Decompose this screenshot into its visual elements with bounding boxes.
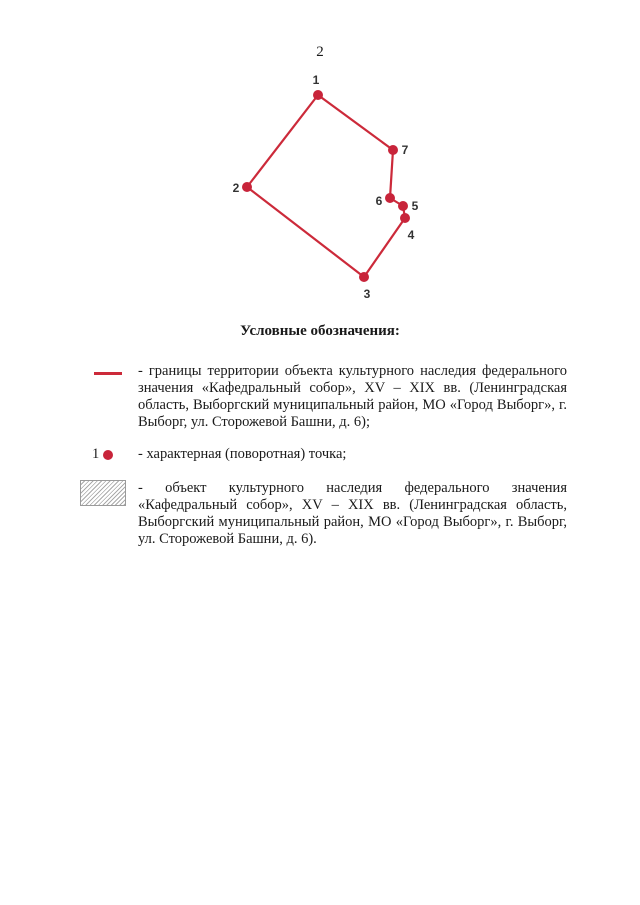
turning-point-4 xyxy=(400,213,410,223)
turning-point-label-7: 7 xyxy=(401,143,409,157)
territory-boundary-line xyxy=(247,95,405,277)
legend-text-boundary: - границы территории объекта культурного наследия федерального значения «Кафедральный собор», XV – XIX вв. (Ленинградская область, Выборгский муниципальный район, МО «Город Выборг», г. Выборг, ул. Сторожевой Башни, д. 6); xyxy=(138,363,567,430)
turning-point-label-4: 4 xyxy=(407,228,415,242)
legend-symbol-boundary xyxy=(80,363,128,393)
turning-point-2 xyxy=(242,182,252,192)
turning-point-label-3: 3 xyxy=(363,287,371,301)
turning-point-label-6: 6 xyxy=(375,194,383,208)
red-dot-icon xyxy=(103,450,113,460)
turning-point-3 xyxy=(359,272,369,282)
turning-point-7 xyxy=(388,145,398,155)
turning-point-label-2: 2 xyxy=(232,181,240,195)
legend-symbol-point xyxy=(80,446,128,476)
turning-point-1 xyxy=(313,90,323,100)
legend-text-point: - характерная (поворотная) точка; xyxy=(138,446,347,462)
point-symbol-label: 1 xyxy=(92,446,100,462)
turning-point-6 xyxy=(385,193,395,203)
page-number: 2 xyxy=(316,44,324,60)
legend-text-heritage-object: - объект культурного наследия федерального значения «Кафедральный собор», XV – XIX вв. (Ленинградская область, Выборгский муниципальный район, МО «Город Выборг», г. Выборг, ул. Сторожевой Башни, д. 6). xyxy=(138,480,567,547)
turning-point-label-1: 1 xyxy=(312,73,320,87)
legend-title: Условные обозначения: xyxy=(240,323,400,339)
legend-symbol-heritage-object xyxy=(80,480,128,510)
red-line-icon xyxy=(94,372,122,375)
hatched-area-icon xyxy=(80,480,126,506)
turning-point-label-5: 5 xyxy=(411,199,419,213)
territory-boundary-plan xyxy=(0,0,640,320)
turning-point-5 xyxy=(398,201,408,211)
